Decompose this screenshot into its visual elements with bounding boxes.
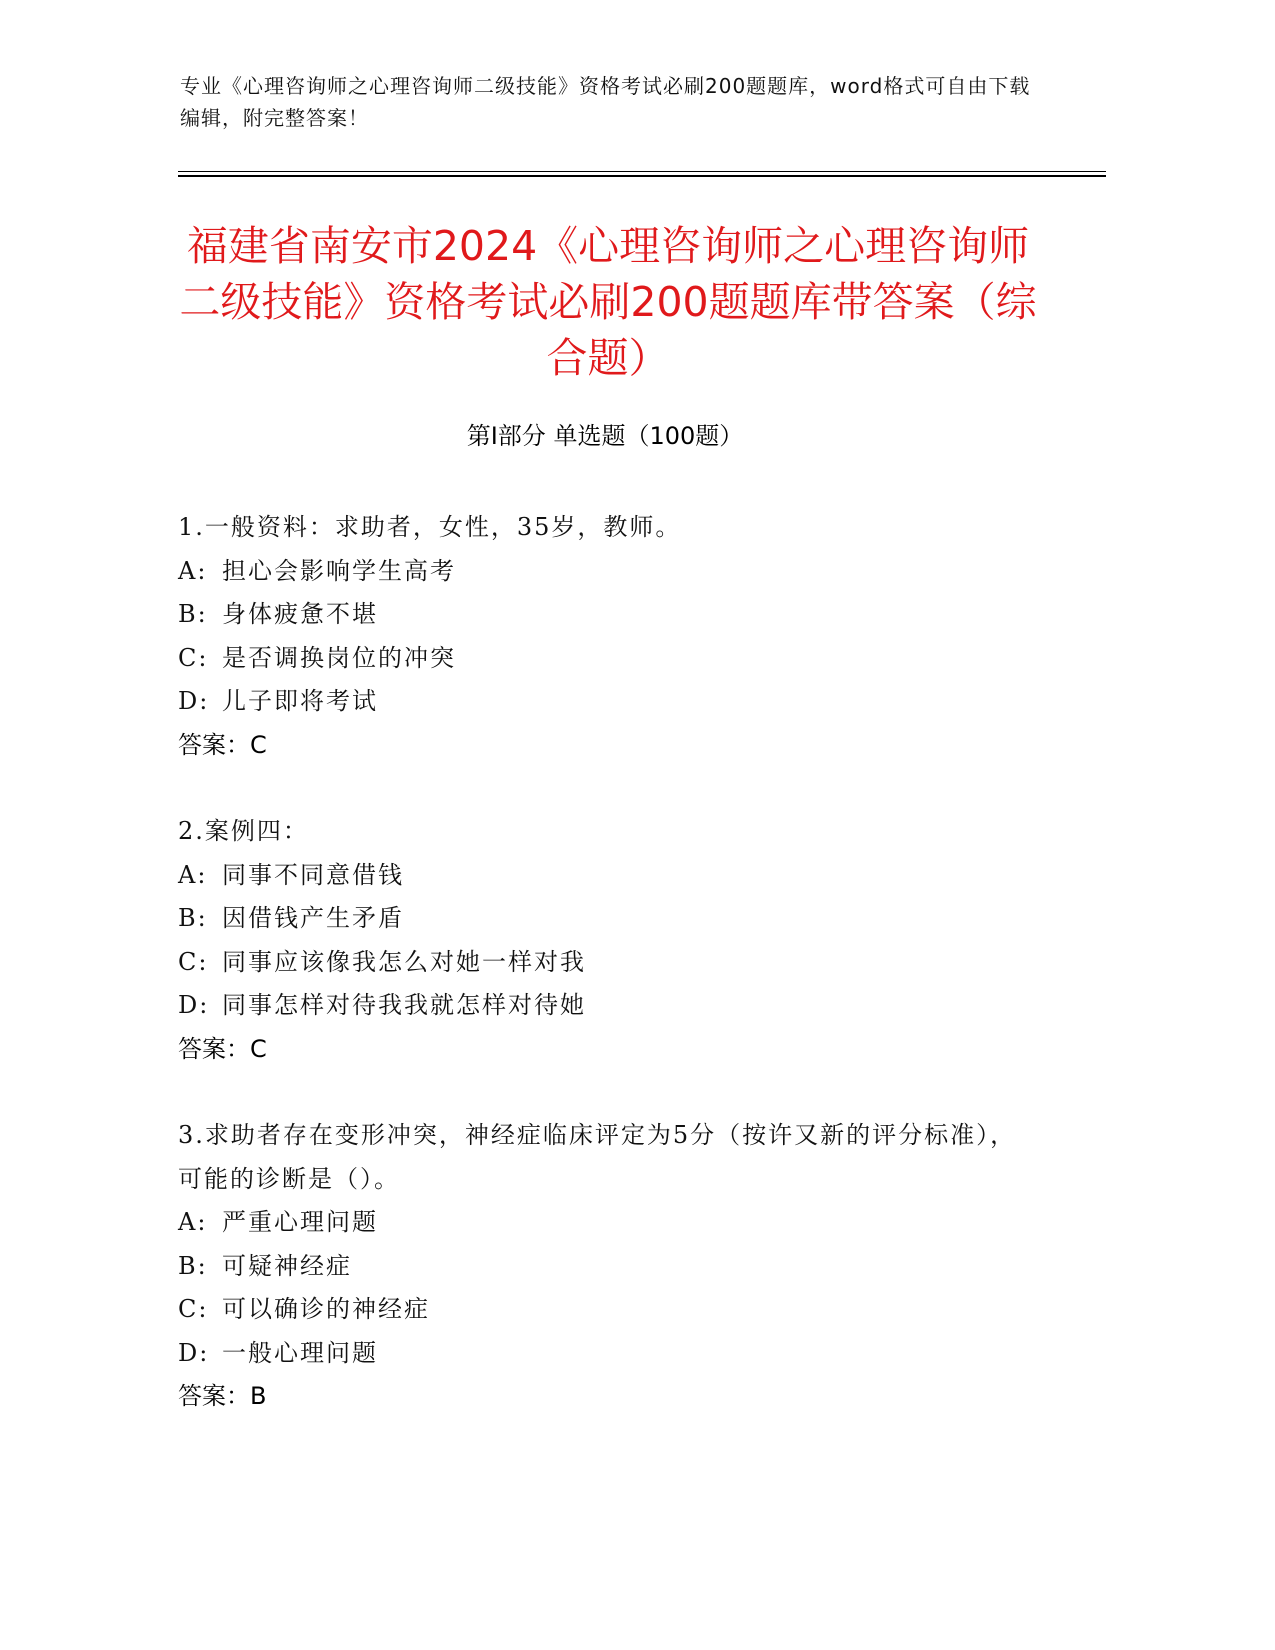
option-key: A: (178, 556, 208, 585)
question-stem: 3.求助者存在变形冲突，神经症临床评定为5分（按许又新的评分标准），可能的诊断是（）。 (178, 1121, 1017, 1193)
option-key: C: (178, 947, 209, 976)
option-key: A: (178, 1208, 208, 1236)
option-key: A: (178, 860, 208, 889)
question-item (178, 506, 1038, 767)
option-d (178, 1332, 1038, 1376)
option-text: 身体疲惫不堪 (222, 600, 378, 628)
option-key: D: (178, 1338, 210, 1367)
option-b (178, 897, 1038, 941)
option-text: 严重心理问题 (222, 1208, 378, 1236)
question-item (178, 1114, 1038, 1419)
option-text: 同事应该像我怎么对她一样对我 (222, 947, 586, 976)
option-key: D: (178, 687, 210, 715)
option-key: B: (178, 1251, 208, 1280)
option-text: 担心会影响学生高考 (222, 556, 456, 585)
document-title: 福建省南安市2024《心理咨询师之心理咨询师二级技能》资格考试必刷200题题库带答案（综合题） (179, 222, 1037, 382)
question-stem: 1.一般资料：求助者，女性，35岁，教师。 (178, 513, 682, 541)
header-divider-thick (178, 175, 1106, 177)
option-key: C: (178, 1295, 209, 1323)
option-key: B: (178, 600, 208, 628)
option-b (178, 1245, 1038, 1289)
option-a (178, 1201, 1038, 1245)
question-stem: 2.案例四： (178, 817, 309, 845)
option-a (178, 550, 1038, 594)
option-text: 可以确诊的神经症 (222, 1295, 430, 1323)
answer-line: 答案：C (178, 1034, 267, 1063)
question-list (178, 506, 1038, 1462)
option-key: C: (178, 643, 209, 672)
option-key: B: (178, 904, 208, 932)
question-item (178, 810, 1038, 1071)
section-heading: 第Ⅰ部分 单选题（100题） (466, 422, 744, 450)
answer-line: 答案：C (178, 730, 267, 759)
option-d (178, 680, 1038, 724)
option-key: D: (178, 991, 210, 1019)
option-text: 一般心理问题 (222, 1338, 378, 1367)
option-b (178, 593, 1038, 637)
header-note: 专业《心理咨询师之心理咨询师二级技能》资格考试必刷200题题库，word格式可自由下载编辑，附完整答案！ (180, 74, 1031, 130)
option-text: 可疑神经症 (222, 1251, 352, 1280)
answer-line: 答案：B (178, 1382, 267, 1410)
option-c (178, 941, 1038, 985)
option-a (178, 854, 1038, 898)
option-text: 因借钱产生矛盾 (222, 904, 404, 932)
option-d (178, 984, 1038, 1028)
option-text: 是否调换岗位的冲突 (222, 643, 456, 672)
option-text: 同事不同意借钱 (222, 860, 404, 889)
option-text: 同事怎样对待我我就怎样对待她 (222, 991, 586, 1019)
header-divider-thin (178, 171, 1106, 172)
option-c (178, 637, 1038, 681)
option-text: 儿子即将考试 (222, 687, 378, 715)
option-c (178, 1288, 1038, 1332)
